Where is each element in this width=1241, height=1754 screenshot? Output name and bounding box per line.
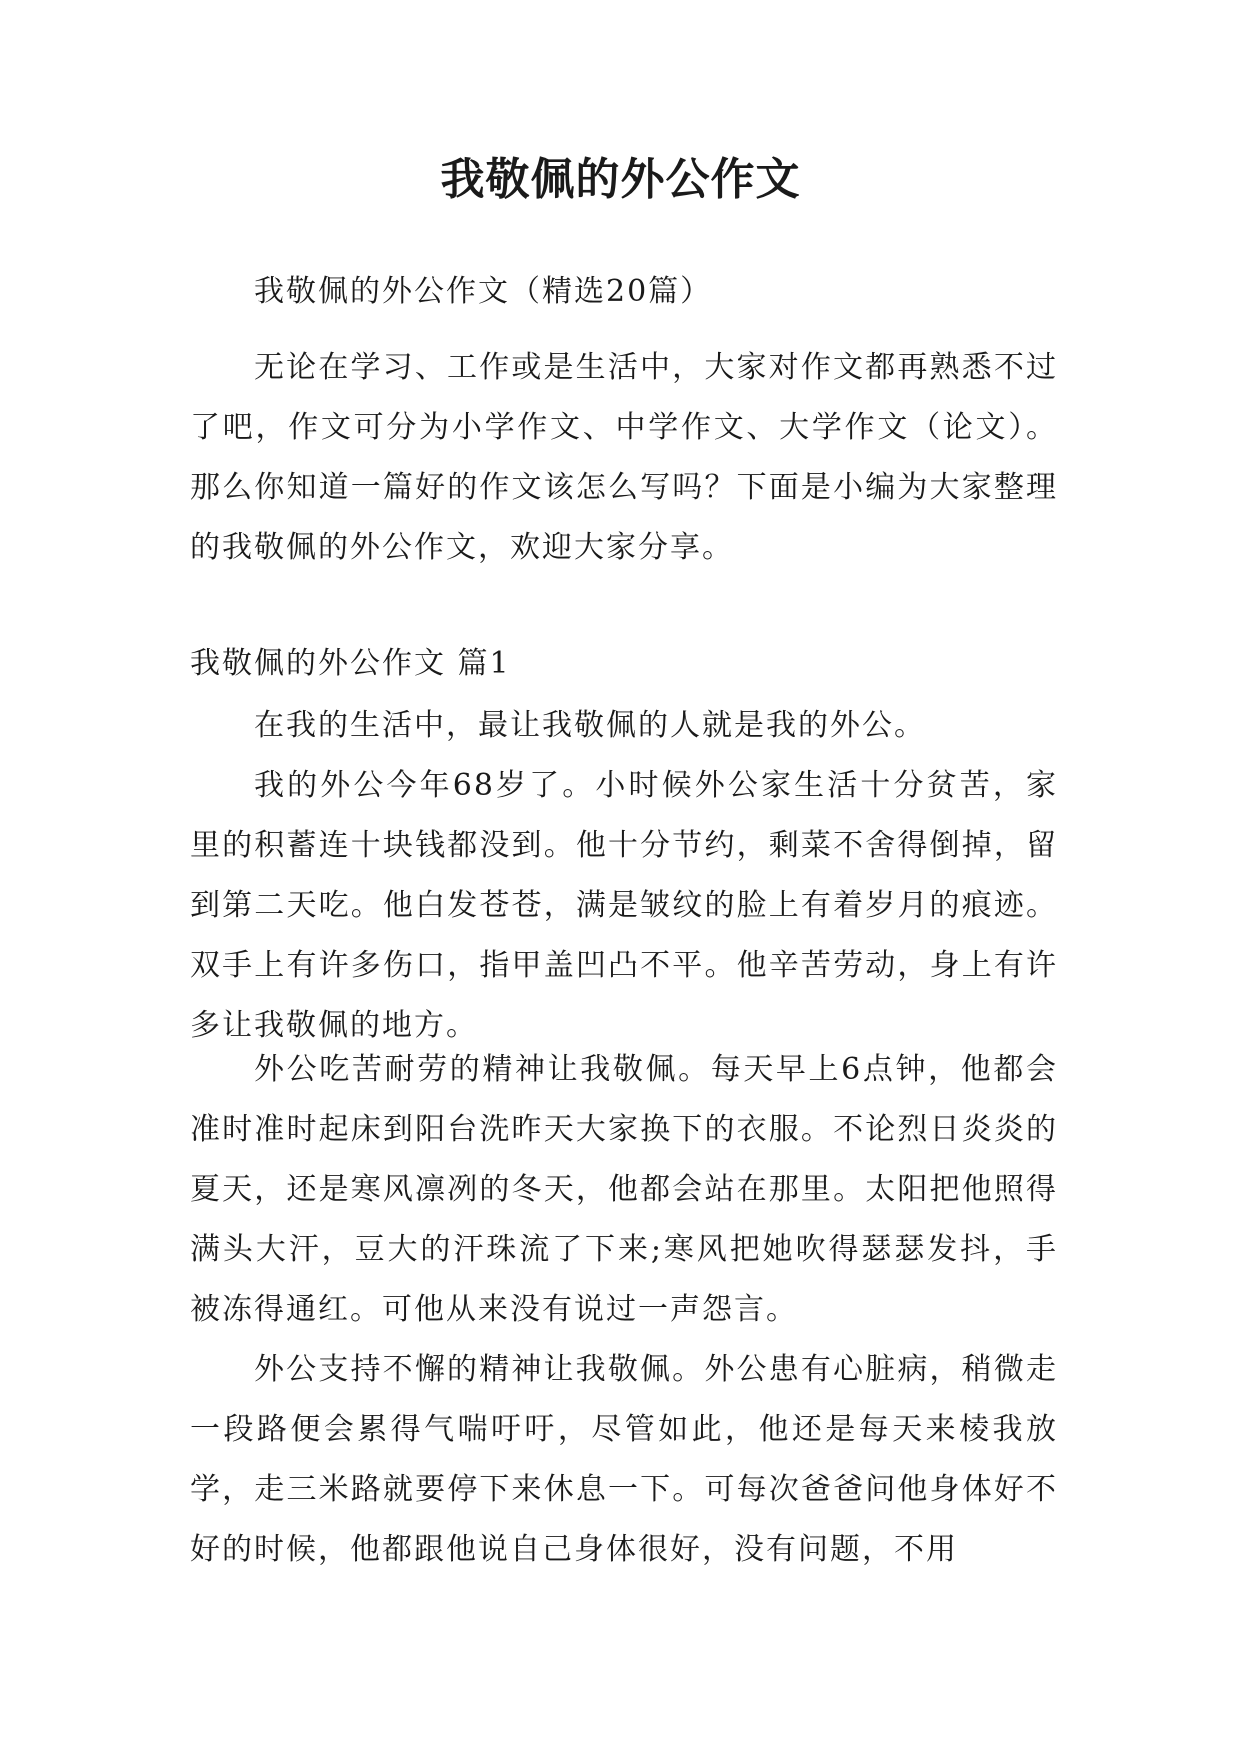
intro-paragraph: 无论在学习、工作或是生活中，大家对作文都再熟悉不过了吧，作文可分为小学作文、中学作文、大学作文（论文）。那么你知道一篇好的作文该怎么写吗？下面是小编为大家整理的我敬佩的外公作文，欢迎大家分享。 — [190, 350, 1058, 565]
paragraph: 外公吃苦耐劳的精神让我敬佩。每天早上6点钟，他都会准时准时起床到阳台洗昨天大家换下的衣服。不论烈日炎炎的夏天，还是寒风凛冽的冬天，他都会站在那里。太阳把他照得满头大汗，豆大的汗珠流了下来;寒风把她吹得瑟瑟发抖，手被冻得通红。可他从来没有说过一声怨言。 — [190, 1052, 1058, 1327]
paragraph: 在我的生活中，最让我敬佩的人就是我的外公。 — [254, 708, 926, 743]
paragraph: 我的外公今年68岁了。小时候外公家生活十分贫苦，家里的积蓄连十块钱都没到。他十分节约，剩菜不舍得倒掉，留到第二天吃。他白发苍苍，满是皱纹的脸上有着岁月的痕迹。双手上有许多伤口，指甲盖凹凸不平。他辛苦劳动，身上有许多让我敬佩的地方。 — [190, 768, 1058, 1043]
paragraph: 外公支持不懈的精神让我敬佩。外公患有心脏病，稍微走一段路便会累得气喘吁吁，尽管如此，他还是每天来棱我放学，走三米路就要停下来休息一下。可每次爸爸问他身体好不好的时候，他都跟他说自己身体很好，没有问题，不用 — [190, 1352, 1058, 1567]
section-heading: 我敬佩的外公作文 篇1 — [190, 646, 511, 681]
document-title: 我敬佩的外公作文 — [440, 154, 801, 205]
document-subtitle: 我敬佩的外公作文（精选20篇） — [254, 274, 713, 309]
